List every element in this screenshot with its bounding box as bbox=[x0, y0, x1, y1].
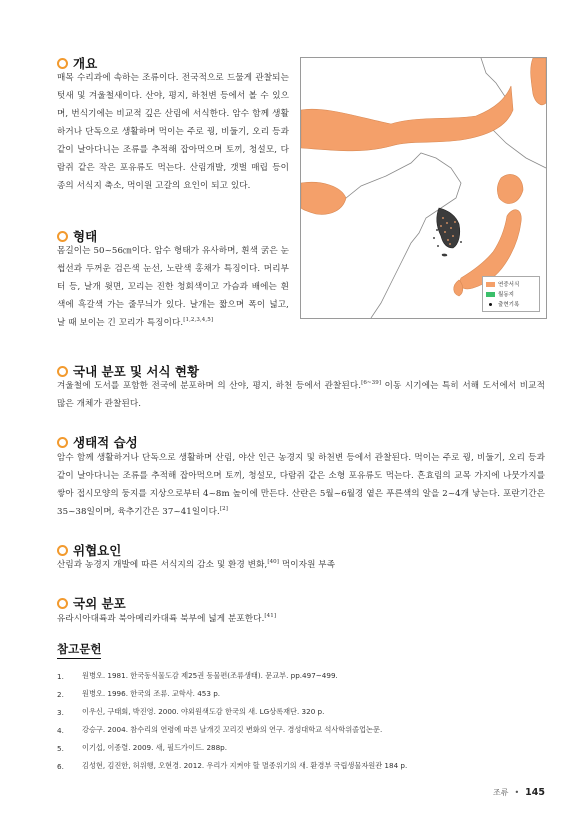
reference-item: 3. 이우신, 구태회, 박진영. 2000. 야외원색도감 한국의 새. LG상록재단. 320 p. bbox=[57, 707, 325, 717]
bullet-icon bbox=[57, 598, 68, 609]
bullet-icon bbox=[57, 231, 68, 242]
section-title: 생태적 습성 bbox=[73, 435, 138, 450]
bullet-icon bbox=[57, 437, 68, 448]
foreign-text: 유라시아대륙과 북아메리카대륙 북부에 넓게 분포한다.[41] bbox=[57, 613, 277, 624]
section-title: 형태 bbox=[73, 229, 98, 244]
ecology-text: 암수 함께 생활하거나 단독으로 생활하며 산림, 야산 인근 농경지 및 하천변 등에서 관찰된다. 먹이는 주로 꿩, 비둘기, 오리 등과 같이 날아다니는 조류를 추적해 잡아먹으며 토끼, 청설모, 다람쥐 같은 소형 포유류도 먹는다. 흔효림의 교목 가지에 나뭇가지를 쌓아 접시모양의 둥지를 지상으로부터 4~8m 높이에 만든다. 산란은 5월~6월경 옅은 푸른색의 알을 2~4개 낳는다. 포란기간은 35~38일이며, 육추기간은 37~41일이다.[2] bbox=[57, 453, 545, 517]
legend-dot bbox=[486, 303, 495, 306]
citation: [6~39] bbox=[361, 380, 382, 387]
citation: [2] bbox=[219, 506, 228, 513]
legend-item-year-round: 연중서식 bbox=[486, 279, 536, 289]
reference-item: 2. 원병오. 1996. 한국의 조류. 교학사. 453 p. bbox=[57, 689, 221, 699]
reference-item: 6. 김성현, 김진한, 허위행, 오현경. 2012. 우리가 지켜야 할 멸종위기의 새. 환경부 국립생물자원관 184 p. bbox=[57, 761, 408, 771]
morphology-text: 몸길이는 50~56㎝이다. 암수 형태가 유사하며, 흰색 굵은 눈썹선과 두꺼운 검은색 눈선, 노란색 홍채가 특징이다. 머리부터 등, 날개 윗면, 꼬리는 진한 청회색이고 가슴과 배에는 흰색에 흑갈색 가는 줄무늬가 있다. 날개는 짧으며 폭이 넓고, 날 때 보이는 긴 꼬리가 특징이다.[1,2,3,4,5] bbox=[57, 246, 289, 328]
legend-item-records: 출현기록 bbox=[486, 299, 536, 309]
bullet-icon bbox=[57, 58, 68, 69]
section-title: 국외 분포 bbox=[73, 596, 126, 611]
citation: [1,2,3,4,5] bbox=[183, 317, 214, 324]
reference-item: 5. 이기섭, 이종렬. 2009. 새, 필드가이드. 288p. bbox=[57, 743, 228, 753]
section-title: 위협요인 bbox=[73, 543, 122, 558]
page-footer bbox=[493, 787, 545, 798]
footer-category: 조류 bbox=[492, 788, 509, 797]
reference-list bbox=[57, 667, 537, 775]
legend-swatch bbox=[486, 292, 495, 297]
distribution-text: 겨울철에 도서를 포함한 전국에 분포하며 의 산야, 평지, 하천 등에서 관찰된다.[6~39] 이동 시기에는 특히 서해 도서에서 비교적 많은 개체가 관찰된다. bbox=[57, 380, 545, 409]
references-title: 참고문헌 bbox=[57, 641, 101, 659]
citation: [40] bbox=[267, 559, 280, 566]
overview-text: 매목 수리과에 속하는 조류이다. 전국적으로 드물게 관찰되는 텃새 및 겨울철새이다. 산야, 평지, 하천변 등에서 볼 수 있으며, 번식기에는 비교적 깊은 산림에 서식한다. 암수 함께 생활하거나 단독으로 생활하며 먹이는 주로 꿩, 비둘기, 오리 등과 같이 날아다니는 조류를 추적해 잡아먹으며 토끼, 청설모, 다람쥐 같은 작은 포유류도 먹는다. 산림개발, 갯벌 매립 등이 종의 서식지 축소, 먹이원 고갈의 요인이 되고 있다. bbox=[57, 73, 289, 191]
threats-text: 산림과 농경지 개발에 따른 서식지의 감소 및 환경 변화,[40] 먹이자원 부족 bbox=[57, 559, 336, 570]
map-legend bbox=[482, 276, 540, 312]
footer-separator: • bbox=[514, 788, 520, 797]
distribution-map bbox=[300, 57, 547, 319]
legend-swatch bbox=[486, 282, 495, 287]
legend-item-wintering: 월동지 bbox=[486, 289, 536, 299]
section-title: 국내 분포 및 서식 현황 bbox=[73, 364, 200, 379]
bullet-icon bbox=[57, 366, 68, 377]
reference-item: 1. 원병오. 1981. 한국동식물도감 제25권 동물편(조류생태). 문교부. pp.497~499. bbox=[57, 671, 338, 681]
reference-item: 4. 강승구. 2004. 참수리의 연령에 따른 날개깃 꼬리깃 변화의 연구. 경성대학교 석사학위졸업논문. bbox=[57, 725, 383, 735]
page-number: 145 bbox=[525, 787, 545, 798]
bullet-icon bbox=[57, 545, 68, 556]
section-title: 개요 bbox=[73, 56, 98, 71]
citation: [41] bbox=[264, 613, 277, 620]
